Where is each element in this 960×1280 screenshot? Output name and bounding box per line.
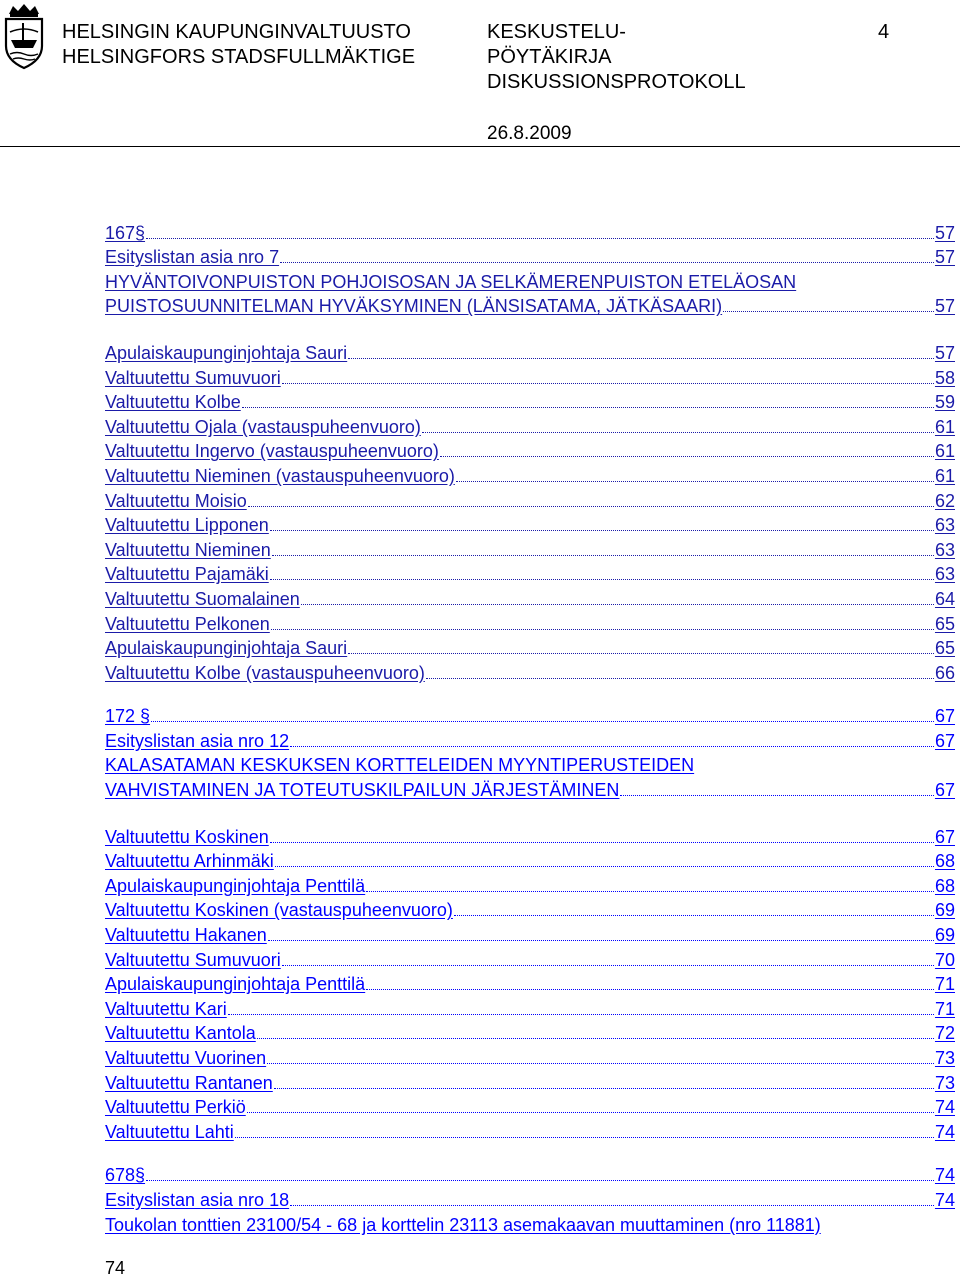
toc-block-678 <box>105 1161 955 1235</box>
toc-block-172 <box>105 702 955 1142</box>
toc-dot-leader <box>440 456 934 457</box>
meeting-date: 26.8.2009 <box>487 123 572 144</box>
toc-entry-page[interactable]: 65 <box>934 638 955 659</box>
toc-dot-leader <box>272 555 934 556</box>
toc-dot-leader <box>267 1063 934 1064</box>
toc-entry-title[interactable]: Valtuutettu Pelkonen <box>105 613 270 634</box>
toc-dot-leader <box>366 891 934 892</box>
toc-entry[interactable] <box>105 437 955 462</box>
toc-entry-page[interactable]: 74 <box>934 1165 955 1186</box>
toc-entry-page[interactable]: 74 <box>934 1189 955 1210</box>
toc-dot-leader <box>228 1014 934 1015</box>
toc-dot-leader <box>257 1038 934 1039</box>
toc-trailing-page-number: 74 <box>105 1258 126 1278</box>
toc-entry-page[interactable]: 63 <box>934 564 955 585</box>
toc-entry[interactable] <box>105 847 955 872</box>
toc-entry[interactable] <box>105 535 955 560</box>
doc-type-line2: PÖYTÄKIRJA <box>487 46 612 68</box>
toc-entry[interactable] <box>105 412 955 437</box>
toc-entry[interactable] <box>105 243 955 268</box>
toc-entry[interactable] <box>105 775 955 800</box>
toc-entry[interactable] <box>105 994 955 1019</box>
toc-dot-leader <box>280 262 934 263</box>
toc-dot-leader <box>275 866 934 867</box>
toc-entry-page[interactable]: 57 <box>934 247 955 268</box>
toc-dot-leader <box>290 746 934 747</box>
toc-dot-leader <box>348 653 934 654</box>
toc-entry[interactable] <box>105 871 955 896</box>
toc-entry-page[interactable]: 73 <box>934 1048 955 1068</box>
toc-entry[interactable] <box>105 822 955 847</box>
org-name-finnish: HELSINGIN KAUPUNGINVALTUUSTO <box>62 21 411 43</box>
toc-entry-page[interactable]: 69 <box>934 900 955 921</box>
toc-entry-title[interactable]: Apulaiskaupunginjohtaja Sauri <box>105 342 348 363</box>
org-name-swedish: HELSINGFORS STADSFULLMÄKTIGE <box>62 46 416 68</box>
toc-entry[interactable] <box>105 486 955 511</box>
toc-dot-leader <box>235 1137 934 1138</box>
toc-entry[interactable] <box>105 363 955 388</box>
toc-entry-title[interactable]: Valtuutettu Perkiö <box>105 1097 246 1118</box>
toc-entry-title[interactable]: Valtuutettu Sumuvuori <box>105 367 281 388</box>
toc-entry-page[interactable]: 67 <box>934 780 955 801</box>
toc-entry-page[interactable]: 65 <box>934 613 955 634</box>
toc-entry[interactable] <box>105 267 955 292</box>
toc-entry[interactable] <box>105 634 955 659</box>
toc-entry-page[interactable]: 67 <box>934 826 955 847</box>
toc-entry-title[interactable]: Valtuutettu Kantola <box>105 1023 256 1044</box>
toc-entry[interactable] <box>105 1161 955 1186</box>
toc-entry-title[interactable]: Valtuutettu Kolbe <box>105 392 241 413</box>
toc-dot-leader <box>242 407 934 408</box>
toc-dot-leader <box>282 383 934 384</box>
toc-entry-page[interactable]: 57 <box>934 342 955 363</box>
toc-entry-page[interactable]: 66 <box>934 662 955 683</box>
toc-entry-title[interactable]: Valtuutettu Lahti <box>105 1121 234 1142</box>
toc-entry-title[interactable]: Valtuutettu Kolbe (vastauspuheenvuoro) <box>105 662 425 683</box>
toc-entry-page[interactable]: 74 <box>934 1121 955 1142</box>
toc-entry[interactable] <box>105 1117 955 1142</box>
header-divider <box>0 146 960 147</box>
toc-dot-leader <box>348 358 934 359</box>
toc-dot-leader <box>366 989 934 990</box>
toc-dot-leader <box>723 311 934 312</box>
toc-entry-page[interactable]: 73 <box>934 1072 955 1093</box>
toc-entry-title[interactable]: VAHVISTAMINEN JA TOTEUTUSKILPAILUN JÄRJESTÄMINEN <box>105 780 620 801</box>
toc-entry[interactable] <box>105 702 955 727</box>
toc-dot-leader <box>290 1205 934 1206</box>
toc-entry[interactable] <box>105 1043 955 1068</box>
toc-entry[interactable] <box>105 388 955 413</box>
toc-dot-leader <box>426 678 934 679</box>
toc-entry-page[interactable]: 71 <box>934 998 955 1019</box>
toc-entry[interactable] <box>105 1019 955 1044</box>
toc-entry[interactable] <box>105 751 955 776</box>
toc-entry-title[interactable]: PUISTOSUUNNITELMAN HYVÄKSYMINEN (LÄNSISATAMA, JÄTKÄSAARI) <box>105 296 723 317</box>
toc-entry-page[interactable]: 72 <box>934 1023 955 1044</box>
toc-entry[interactable] <box>105 658 955 683</box>
toc-entry-title[interactable]: Valtuutettu Koskinen <box>105 826 269 847</box>
toc-entry-title[interactable]: 678§ <box>105 1165 146 1186</box>
toc-entry[interactable] <box>105 292 955 317</box>
toc-dot-leader <box>456 481 934 482</box>
toc-dot-leader <box>268 940 934 941</box>
toc-entry-page[interactable]: 63 <box>934 515 955 536</box>
toc-dot-leader <box>620 795 934 796</box>
toc-entry-page[interactable]: 68 <box>934 875 955 896</box>
toc-entry-title[interactable]: HYVÄNTOIVONPUISTON POHJOISOSAN JA SELKÄMERENPUISTON ETELÄOSAN <box>105 271 797 292</box>
toc-entry-title[interactable]: Toukolan tonttien 23100/54 - 68 ja korttelin 23113 asemakaavan muuttaminen (nro 11881) <box>105 1214 821 1235</box>
toc-entry-title[interactable]: Valtuutettu Nieminen <box>105 539 271 560</box>
toc-entry-title[interactable]: Valtuutettu Sumuvuori <box>105 949 281 970</box>
toc-entry[interactable] <box>105 338 955 363</box>
toc-entry[interactable] <box>105 1068 955 1093</box>
toc-entry-page[interactable]: 70 <box>934 949 955 970</box>
toc-entry-title[interactable]: Apulaiskaupunginjohtaja Penttilä <box>105 974 366 995</box>
toc-entry[interactable] <box>105 584 955 609</box>
toc-entry-page[interactable]: 64 <box>934 588 955 609</box>
toc-entry-page[interactable]: 63 <box>934 539 955 560</box>
toc-entry[interactable] <box>105 970 955 995</box>
toc-dot-leader <box>274 1088 934 1089</box>
toc-dot-leader <box>270 842 934 843</box>
toc-entry-title[interactable]: Esityslistan asia nro 12 <box>105 730 290 751</box>
toc-dot-leader <box>270 530 934 531</box>
toc-entry-page[interactable]: 61 <box>934 441 955 462</box>
page-number: 4 <box>878 21 890 43</box>
doc-type-line3: DISKUSSIONSPROTOKOLL <box>487 71 746 93</box>
toc-entry-title[interactable]: Valtuutettu Rantanen <box>105 1072 273 1093</box>
toc-entry[interactable] <box>105 920 955 945</box>
toc-dot-leader <box>270 579 934 580</box>
toc-entry-page[interactable]: 62 <box>934 490 955 511</box>
toc-dot-leader <box>282 965 934 966</box>
table-of-contents <box>105 218 955 1254</box>
toc-entry[interactable] <box>105 1093 955 1118</box>
doc-type-line1: KESKUSTELU- <box>487 21 626 43</box>
toc-entry[interactable] <box>105 896 955 921</box>
toc-entry-title[interactable]: Valtuutettu Moisio <box>105 490 247 511</box>
toc-entry-title[interactable]: Valtuutettu Suomalainen <box>105 588 300 609</box>
toc-entry-title[interactable]: 172 § <box>105 706 151 727</box>
toc-entry[interactable] <box>105 726 955 751</box>
toc-entry-title[interactable]: Apulaiskaupunginjohtaja Penttilä <box>105 875 366 896</box>
toc-entry-page[interactable]: 57 <box>934 222 955 243</box>
toc-dot-leader <box>247 1112 934 1113</box>
toc-dot-leader <box>146 238 934 239</box>
toc-entry-title[interactable]: Esityslistan asia nro 18 <box>105 1189 290 1210</box>
toc-entry-title[interactable]: Valtuutettu Hakanen <box>105 925 267 946</box>
toc-entry-page[interactable]: 71 <box>934 974 955 995</box>
toc-entry-title[interactable]: 167§ <box>105 222 146 243</box>
toc-entry[interactable] <box>105 560 955 585</box>
toc-entry-page[interactable]: 68 <box>934 851 955 872</box>
toc-dot-leader <box>151 721 934 722</box>
toc-entry[interactable] <box>105 945 955 970</box>
toc-dot-leader <box>422 432 934 433</box>
toc-dot-leader <box>301 604 934 605</box>
toc-entry-page[interactable]: 59 <box>934 392 955 413</box>
toc-entry-title[interactable]: KALASATAMAN KESKUKSEN KORTTELEIDEN MYYNTIPERUSTEIDEN <box>105 755 695 776</box>
helsinki-crest-icon <box>2 2 46 72</box>
toc-block-167 <box>105 218 955 683</box>
toc-entry[interactable] <box>105 461 955 486</box>
toc-entry-title[interactable]: Apulaiskaupunginjohtaja Sauri <box>105 638 348 659</box>
toc-dot-leader <box>271 629 934 630</box>
toc-entry-title[interactable]: Valtuutettu Ojala (vastauspuheenvuoro) <box>105 416 421 437</box>
toc-entry-title[interactable]: Valtuutettu Pajamäki <box>105 564 269 585</box>
toc-entry-page[interactable]: 67 <box>934 706 955 727</box>
toc-entry-page[interactable]: 67 <box>934 730 955 751</box>
toc-entry-title[interactable]: Valtuutettu Vuorinen <box>105 1048 267 1068</box>
toc-dot-leader <box>454 915 934 916</box>
toc-entry[interactable] <box>105 1185 955 1210</box>
toc-entry-page[interactable]: 61 <box>934 465 955 486</box>
toc-entry-title[interactable]: Valtuutettu Ingervo (vastauspuheenvuoro) <box>105 441 439 462</box>
toc-entry-title[interactable]: Esityslistan asia nro 7 <box>105 247 280 268</box>
toc-entry-title[interactable]: Valtuutettu Koskinen (vastauspuheenvuoro) <box>105 900 453 921</box>
toc-entry-page[interactable]: 74 <box>934 1097 955 1118</box>
toc-entry-title[interactable]: Valtuutettu Kari <box>105 998 227 1019</box>
toc-dot-leader <box>248 506 934 507</box>
toc-entry[interactable] <box>105 1210 955 1235</box>
toc-entry-title[interactable]: Valtuutettu Nieminen (vastauspuheenvuoro) <box>105 465 455 486</box>
toc-entry[interactable] <box>105 218 955 243</box>
toc-entry-page[interactable]: 61 <box>934 416 955 437</box>
toc-dot-leader <box>146 1180 934 1181</box>
toc-entry-page[interactable]: 58 <box>934 367 955 388</box>
toc-entry-title[interactable]: Valtuutettu Lipponen <box>105 515 269 536</box>
toc-entry[interactable] <box>105 609 955 634</box>
toc-entry-page[interactable]: 69 <box>934 925 955 946</box>
toc-entry[interactable] <box>105 511 955 536</box>
toc-entry-page[interactable]: 57 <box>934 296 955 317</box>
toc-entry-title[interactable]: Valtuutettu Arhinmäki <box>105 851 274 872</box>
